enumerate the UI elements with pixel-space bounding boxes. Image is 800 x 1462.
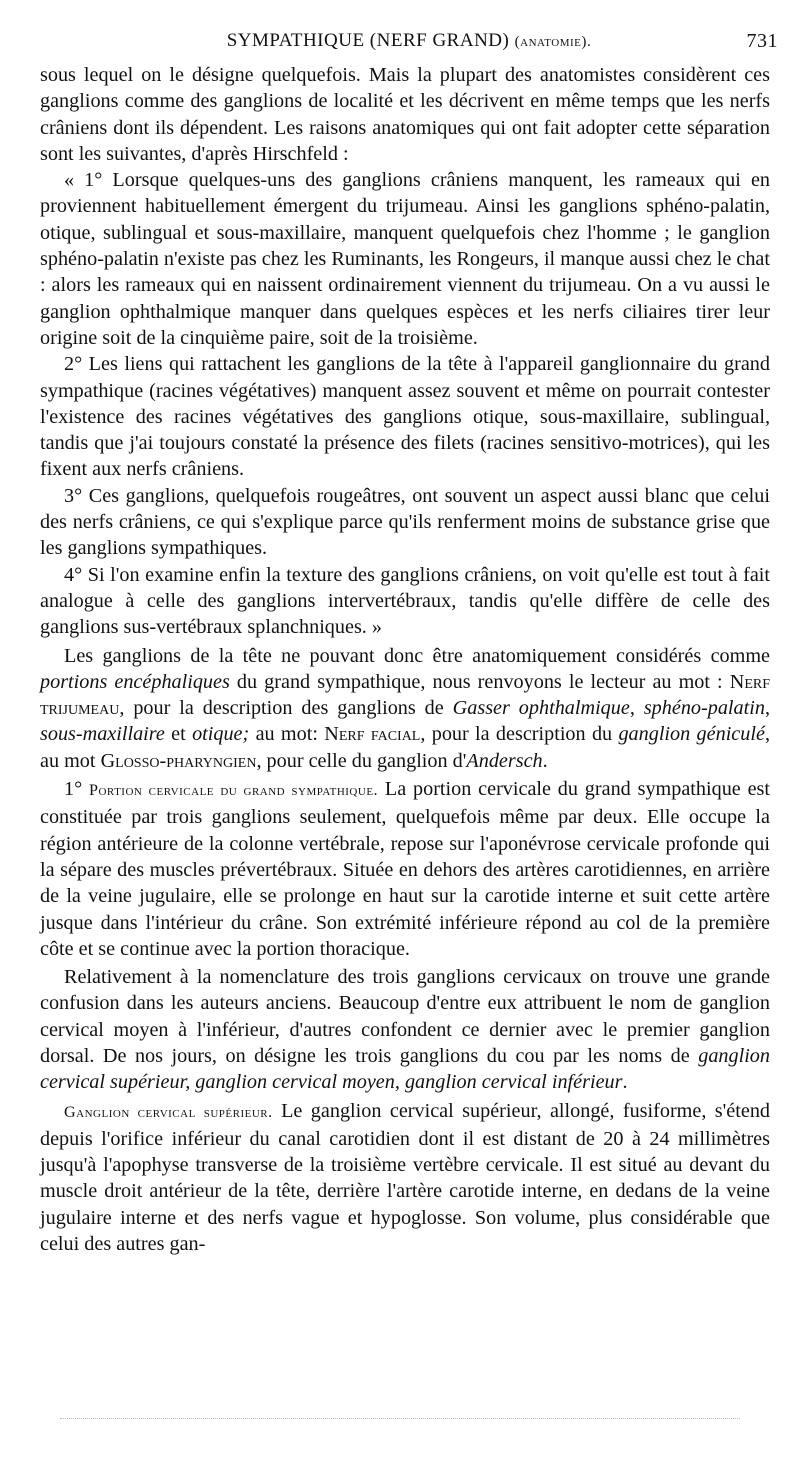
- section-heading-superior-ganglion: Ganglion cervical supérieur.: [64, 1103, 273, 1121]
- page-body: [40, 62, 770, 1257]
- running-title-sub: (anatomie).: [514, 33, 592, 50]
- p6-smallcaps-2: Nerf facial: [324, 723, 421, 746]
- p6-text-7: au mot:: [249, 723, 325, 746]
- paragraph-4: 3° Ces ganglions, quelquefois rougeâtres, ont souvent un aspect aussi blanc que celui des nerfs crâniens, ce qui s'explique parce qu'ils renferment moins de substance grise que les ganglions sympathiques.: [40, 484, 770, 560]
- p6-text-9: , au mot: [40, 723, 770, 772]
- p6-text-11: .: [542, 749, 548, 772]
- page-number: 731: [746, 30, 778, 52]
- p6-smallcaps-1: Nerf trijumeau: [40, 670, 770, 720]
- running-title: [40, 30, 778, 52]
- p6-italic-2: Gasser ophthalmique: [452, 697, 630, 720]
- paragraph-1: sous lequel on le désigne quelquefois. Mais la plupart des anatomistes considèrent ces ganglions comme des ganglions de localité et les décrivent en même temps que les nerfs crâniens dont ils dépendent. Les raisons anatomiques qui ont fait adopter cette séparation sont les suivantes, d'après Hirschfeld :: [40, 64, 770, 165]
- paragraph-5: 4° Si l'on examine enfin la texture des ganglions crâniens, on voit qu'elle est tout à fait analogue à celle des ganglions intervertébraux, tandis qu'elle diffère de celle des ganglions sus-vertébraux splanchniques. »: [40, 563, 770, 639]
- paragraph-6: [40, 643, 770, 774]
- bottom-dotted-line: [60, 1418, 740, 1421]
- running-header: [40, 30, 778, 58]
- p6-text-5: ,: [764, 697, 770, 720]
- p6-text-3: , pour la description des ganglions de: [119, 697, 453, 720]
- p6-italic-4: sous-maxillaire: [40, 723, 165, 746]
- paragraph-8: [40, 964, 770, 1095]
- p8-italic: ganglion cervical supérieur, ganglion cervical moyen, ganglion cervical inférieur: [40, 1044, 770, 1094]
- p7-text: La portion cervicale du grand sympathique est constituée par trois ganglions seulement, quelquefois même par deux. Elle occupe la région antérieure de la colonne vertébrale, repose sur l'aponévrose cervicale profonde qui la sépare des muscles prévertébraux. Située en dehors des artères carotidiennes, en arrière de la veine jugulaire, elle se prolonge en haut sur la carotide interne et suit cette artère jusque dans l'intérieur du crâne. Son extrémité inférieure répond au col de la première côte et se continue avec la portion thoracique.: [40, 778, 770, 960]
- paragraph-9: [40, 1098, 770, 1258]
- p6-text-8: , pour la description du: [420, 723, 619, 746]
- p6-text-2: du grand sympathique, nous renvoyons le lecteur au mot :: [229, 670, 730, 693]
- p6-italic-1: portions encéphaliques: [40, 670, 230, 693]
- p8-text: Relativement à la nomenclature des trois ganglions cervicaux on trouve une grande confusion dans les auteurs anciens. Beaucoup d'entre eux attribuent le nom de ganglion cervical moyen à l'inférieur, d'autres confondent ce dernier avec le premier ganglion dorsal. De nos jours, on désigne les trois ganglions du cou par les noms de: [40, 966, 770, 1067]
- running-title-main: SYMPATHIQUE (NERF GRAND): [226, 30, 510, 51]
- p6-text-10: , pour celle du ganglion d': [256, 749, 467, 772]
- p6-italic-7: Andersch: [466, 749, 543, 772]
- p6-text-1: Les ganglions de la tête ne pouvant donc être anatomiquement considérés comme: [64, 644, 770, 667]
- paragraph-7: [40, 776, 770, 962]
- p6-italic-6: ganglion géniculé: [618, 723, 765, 746]
- section-number: 1°: [64, 778, 89, 801]
- p6-italic-3: sphéno-palatin: [643, 697, 765, 720]
- paragraph-2: « 1° Lorsque quelques-uns des ganglions crâniens manquent, les rameaux qui en proviennent habituellement émergent du trijumeau. Ainsi les ganglions sphéno-palatin, otique, sublingual et sous-maxillaire, manquent quelquefois chez l'homme ; le ganglion sphéno-palatin n'existe pas chez les Ruminants, les Rongeurs, il manque aussi chez le chat : alors les rameaux qui en naissent ordinairement viennent du trijumeau. On a vu aussi le ganglion ophthalmique manquer dans quelques espèces et les nerfs ciliaires tirer leur origine soit de la cinquième paire, soit de la troisième.: [40, 169, 770, 349]
- p6-italic-5: otique;: [192, 723, 250, 746]
- p9-text: Le ganglion cervical supérieur, allongé, fusiforme, s'étend depuis l'orifice inférieur du canal carotidien dont il est distant de 20 à 24 millimètres jusqu'à l'apophyse transverse de la troisième vertèbre cervicale. Il est situé au devant du muscle droit antérieur de la tête, derrière l'artère carotide interne, en dedans de la veine jugulaire interne et des nerfs vague et hypoglosse. Son volume, plus considérable que celui des autres gan-: [40, 1099, 771, 1256]
- p6-text-4: ,: [629, 697, 644, 720]
- p6-smallcaps-3: Glosso-pharyngien: [100, 749, 257, 772]
- p6-text-6: et: [164, 723, 193, 746]
- section-heading-cervical: Portion cervicale du grand sympathique.: [88, 782, 379, 800]
- p8-end: .: [622, 1071, 628, 1094]
- paragraph-3: 2° Les liens qui rattachent les ganglions de la tête à l'appareil ganglionnaire du grand sympathique (racines végétatives) manquent assez souvent et même on pourrait contester l'existence des racines végétatives des ganglions otique, sous-maxillaire, sublingual, tandis que j'ai toujours constaté la présence des filets (racines sensitivo-motrices), qui les fixent aux nerfs crâniens.: [40, 353, 770, 481]
